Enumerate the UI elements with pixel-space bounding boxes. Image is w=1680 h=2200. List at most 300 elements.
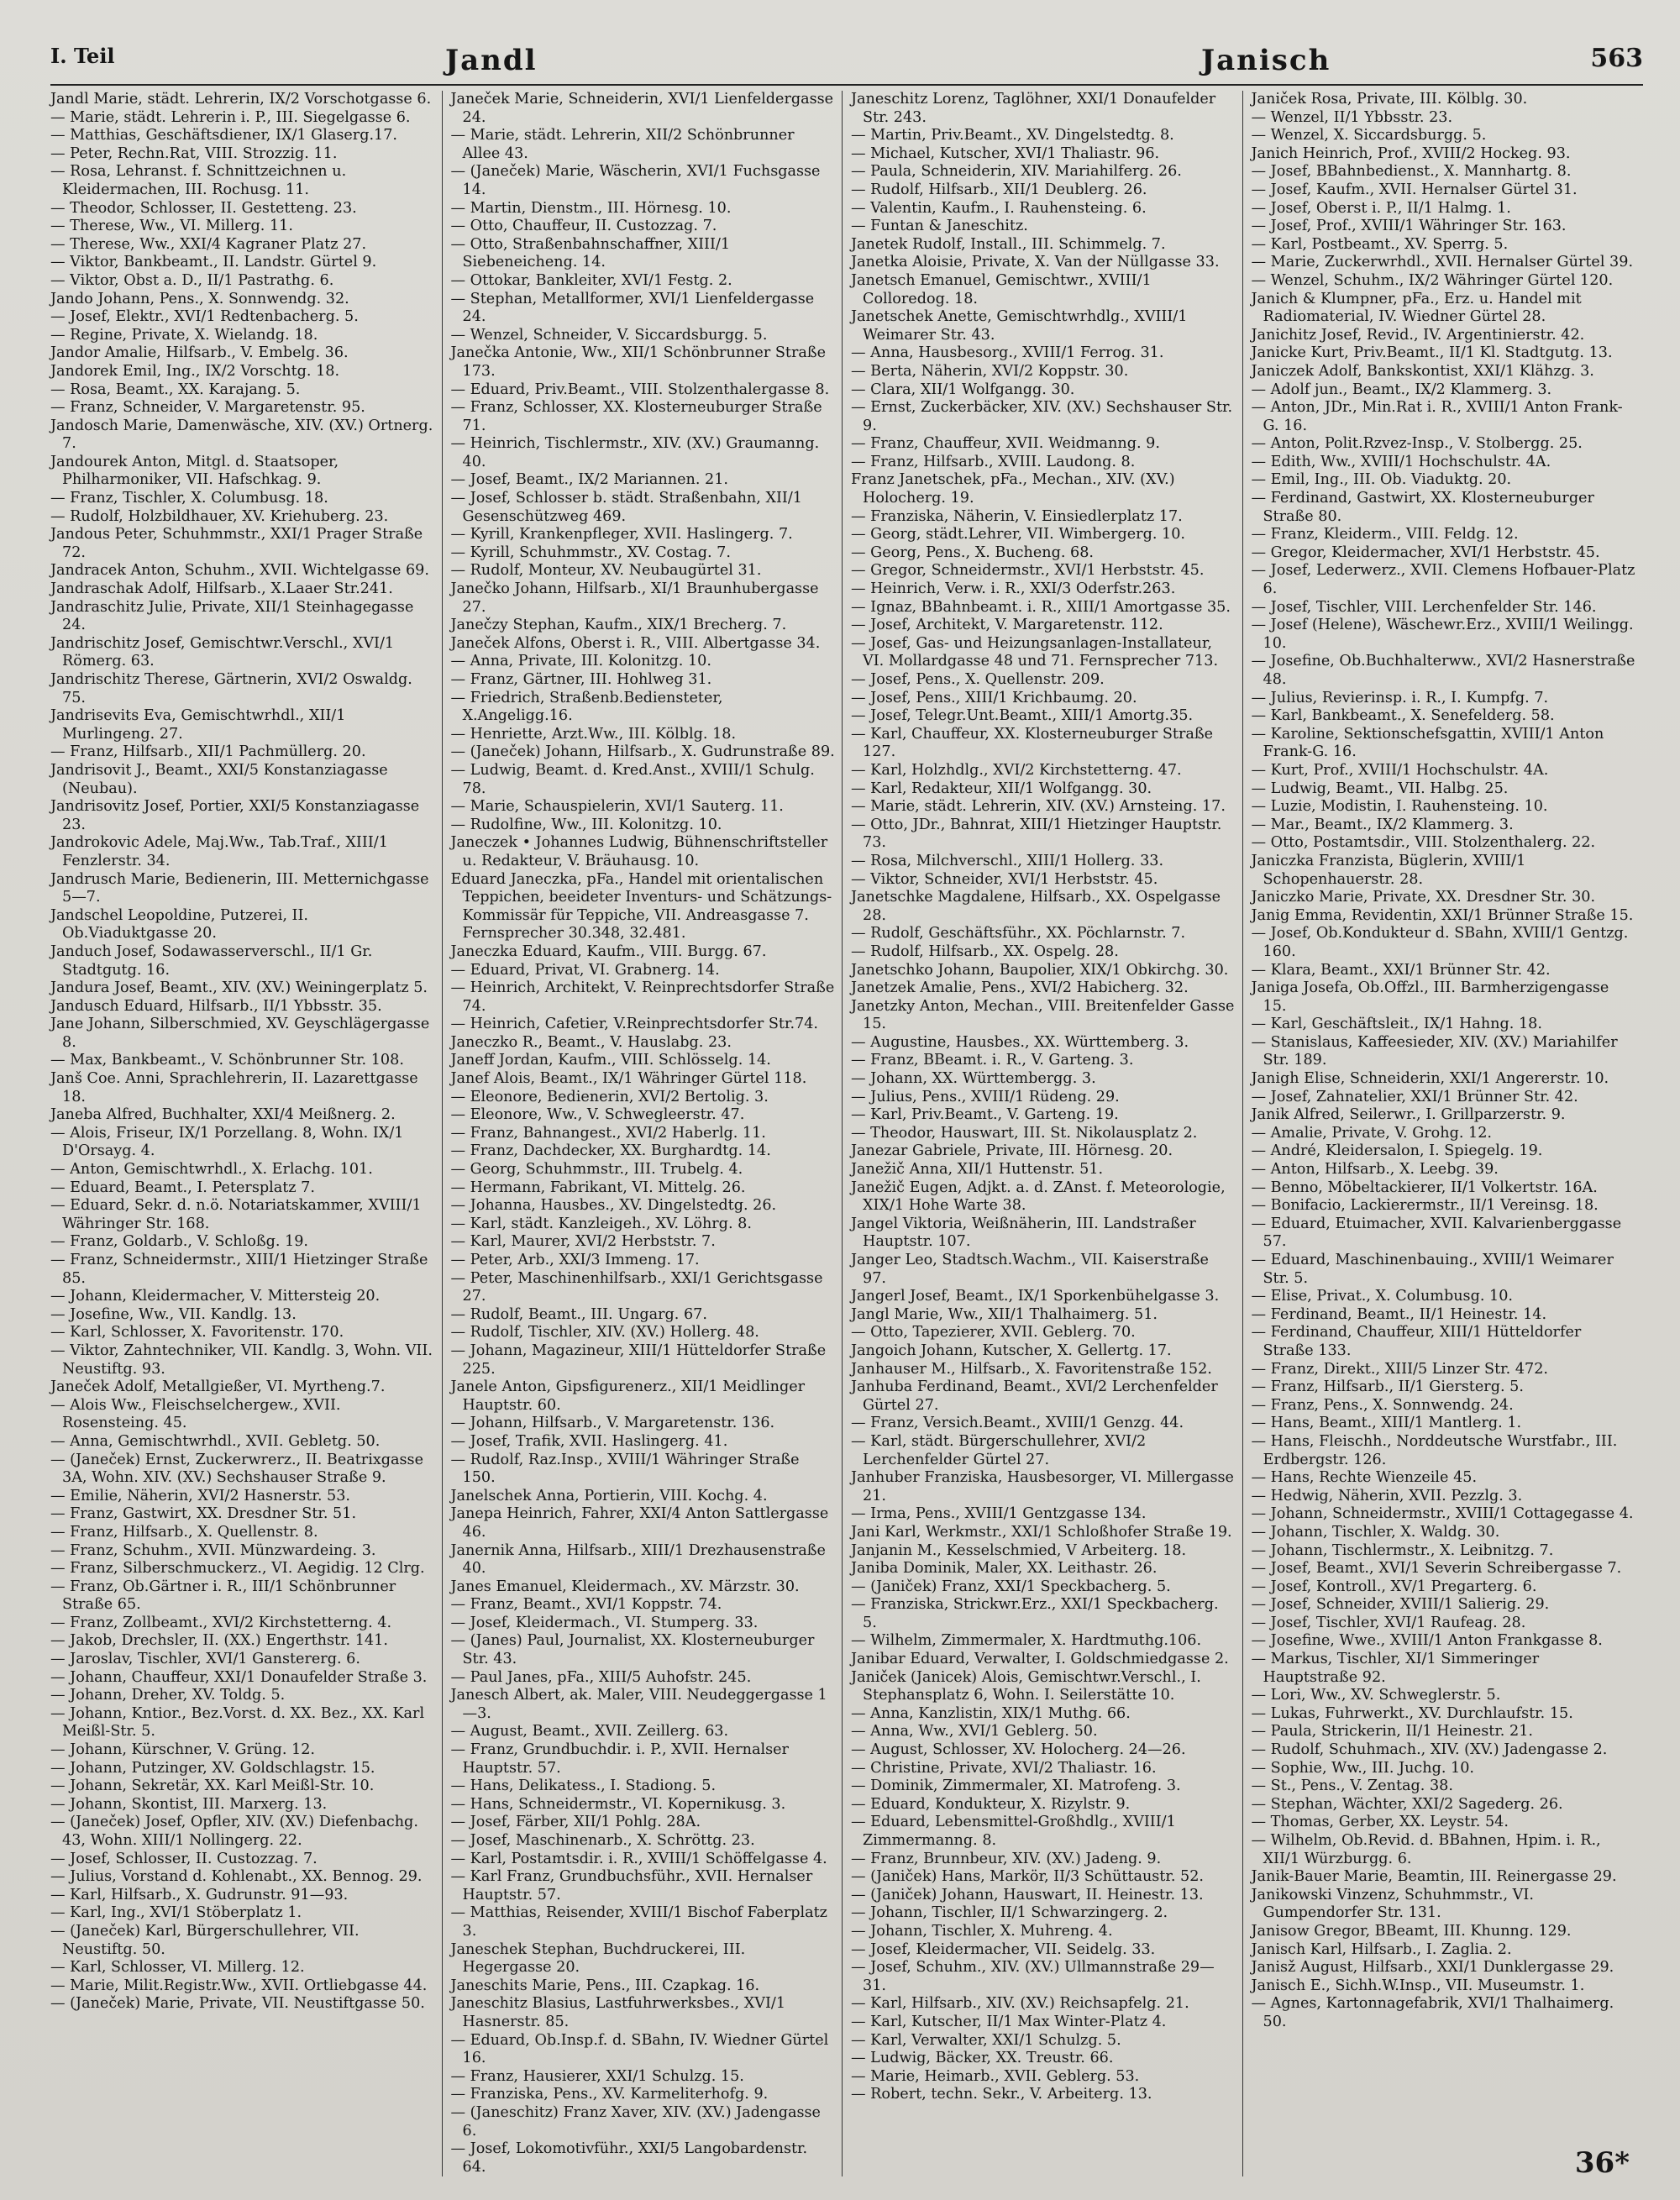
directory-entry: — Franz, Tischler, X. Columbusg. 18. [50, 490, 328, 507]
directory-entry: Janežič Anna, XII/1 Huttenstr. 51. [851, 1161, 1104, 1179]
directory-entry: — Franz, Bahnangest., XVI/2 Haberlg. 11. [450, 1124, 766, 1142]
directory-entry: — Franz, Ob.Gärtner i. R., III/1 Schönbrunner Straße 65. [50, 1578, 396, 1614]
directory-entry: — Hans, Fleischh., Norddeutsche Wurstfabr., III. Erdbergstr. 126. [1251, 1432, 1618, 1468]
directory-entry: — Franz, Schneidermstr., XIII/1 Hietzinger Straße 85. [50, 1252, 428, 1287]
directory-entry: Janežič Eugen, Adjkt. a. d. ZAnst. f. Meteorologie, XIX/1 Hohe Warte 38. [851, 1179, 1226, 1215]
directory-entry: Janigh Elise, Schneiderin, XXI/1 Angererstr. 10. [1251, 1070, 1609, 1088]
directory-entry: Janetek Rudolf, Install., III. Schimmelg. 7. [851, 235, 1166, 253]
directory-entry: — Anna, Ww., XVI/1 Geblerg. 50. [851, 1723, 1098, 1741]
directory-entry: — Anna, Gemischtwrhdl., XVII. Gebletg. 50. [50, 1432, 381, 1450]
directory-entry: — Karl, Hilfsarb., X. Gudrunstr. 91—93. [50, 1886, 349, 1903]
directory-entry: Jani Karl, Werkmstr., XXI/1 Schloßhofer Straße 19. [851, 1523, 1232, 1541]
directory-entry: — Karl, Priv.Beamt., V. Garteng. 19. [851, 1106, 1119, 1124]
directory-entry: — Viktor, Bankbeamt., II. Landstr. Gürtel 9. [50, 254, 377, 271]
directory-entry: Janetschek Anette, Gemischtwrhdlg., XVIII/1 Weimarer Str. 43. [851, 308, 1188, 344]
directory-entry: — André, Kleidersalon, I. Spiegelg. 19. [1251, 1142, 1543, 1160]
directory-entry: — Josef, Tischler, VIII. Lerchenfelder Str. 146. [1251, 598, 1597, 616]
directory-entry: — Johann, Kleidermacher, V. Mittersteig 20. [50, 1288, 381, 1305]
directory-entry: — Rudolfine, Ww., III. Kolonitzg. 10. [450, 816, 722, 833]
directory-entry: — Karl, Bankbeamt., X. Senefelderg. 58. [1251, 707, 1555, 725]
directory-entry: — Rosa, Milchverschl., XIII/1 Hollerg. 33. [851, 852, 1164, 869]
directory-entry: Jane Johann, Silberschmied, XV. Geyschlägergasse 8. [50, 1016, 430, 1051]
column-2 [451, 91, 843, 2176]
directory-entry: — Amalie, Private, V. Grohg. 12. [1251, 1124, 1493, 1142]
directory-entry: — Therese, Ww., XXI/4 Kagraner Platz 27. [50, 235, 367, 253]
directory-entry: — Franz, BBeamt. i. R., V. Garteng. 3. [851, 1052, 1134, 1069]
directory-entry: Janečka Antonie, Ww., XII/1 Schönbrunner Straße 173. [450, 344, 827, 380]
directory-entry: — Clara, XII/1 Wolfgangg. 30. [851, 381, 1075, 398]
directory-entry: — Sophie, Ww., III. Juchg. 10. [1251, 1759, 1475, 1777]
directory-entry: — Karl, Schlosser, VI. Millerg. 12. [50, 1959, 305, 1977]
directory-entry: — Markus, Tischler, XI/1 Simmeringer Hauptstraße 92. [1251, 1651, 1540, 1686]
directory-entry: — (Janeček) Ernst, Zuckerwrerz., II. Beatrixgasse 3A, Wohn. XIV. (XV.) Sechshauser Straße 9. [50, 1451, 423, 1487]
directory-entry: Janiga Josefa, Ob.Offzl., III. Barmherzigengasse 15. [1251, 979, 1609, 1015]
directory-entry: — Johann, XX. Württembergg. 3. [851, 1070, 1096, 1088]
directory-entry: — Anna, Private, III. Kolonitzg. 10. [450, 653, 711, 670]
directory-entry: Janich Heinrich, Prof., XVIII/2 Hockeg. 93. [1251, 144, 1571, 162]
directory-entry: — Franz, Beamt., XVI/1 Koppstr. 74. [450, 1596, 722, 1614]
directory-entry: — Ferdinand, Chauffeur, XIII/1 Hütteldorfer Straße 133. [1251, 1324, 1582, 1359]
directory-entry: — Josefine, Ww., VII. Kandlg. 13. [50, 1305, 297, 1323]
directory-entry: Jandous Peter, Schuhmmstr., XXI/1 Prager Straße 72. [50, 526, 423, 561]
directory-entry: — Karl, Chauffeur, XX. Klosterneuburger Straße 127. [851, 725, 1214, 761]
directory-entry: — Eduard, Priv.Beamt., VIII. Stolzenthalergasse 8. [450, 381, 830, 398]
directory-entry: — Viktor, Schneider, XVI/1 Herbststr. 45. [851, 870, 1158, 888]
directory-entry: — (Janeček) Karl, Bürgerschullehrer, VII. Neustiftg. 50. [50, 1922, 360, 1958]
directory-entry: — Johann, Magazineur, XIII/1 Hütteldorfer Straße 225. [450, 1342, 827, 1378]
directory-entry: Franz Janetschek, pFa., Mechan., XIV. (XV.) Holocherg. 19. [851, 471, 1175, 507]
directory-entry: Janichitz Josef, Revid., IV. Argentinierstr. 42. [1251, 326, 1585, 344]
directory-entry: — Wenzel, X. Siccardsburgg. 5. [1251, 127, 1487, 144]
directory-entry: — Rosa, Lehranst. f. Schnittzeichnen u. Kleidermachen, III. Rochusg. 11. [50, 163, 347, 198]
directory-entry: — Viktor, Zahntechniker, VII. Kandlg. 3, Wohn. VII. Neustiftg. 93. [50, 1342, 433, 1378]
directory-entry: — Johanna, Hausbes., XV. Dingelstedtg. 26. [450, 1197, 777, 1215]
directory-entry: Janes Emanuel, Kleidermach., XV. Märzstr. 30. [450, 1578, 800, 1595]
directory-entry: — Max, Bankbeamt., V. Schönbrunner Str. 108. [50, 1052, 404, 1069]
directory-entry: Janiczka Franzista, Büglerin, XVIII/1 Schopenhauerstr. 28. [1251, 852, 1526, 888]
directory-entry: — Henriette, Arzt.Ww., III. Kölblg. 18. [450, 725, 737, 743]
directory-entry: — Franziska, Näherin, V. Einsiedlerplatz 17. [851, 507, 1183, 525]
directory-entry: — Elise, Privat., X. Columbusg. 10. [1251, 1288, 1514, 1305]
directory-entry: — Adolf jun., Beamt., IX/2 Klammerg. 3. [1251, 381, 1552, 398]
directory-entry: — Eleonore, Ww., V. Schwegleerstr. 47. [450, 1106, 745, 1124]
directory-entry: Janef Alois, Beamt., IX/1 Währinger Gürtel 118. [450, 1070, 807, 1088]
directory-entry: Janeček Alfons, Oberst i. R., VIII. Albertgasse 34. [450, 634, 821, 652]
directory-entry: — Rudolf, Monteur, XV. Neubaugürtel 31. [450, 562, 762, 580]
directory-entry: Janeczek • Johannes Ludwig, Bühnenschriftsteller u. Redakteur, V. Bräuhausg. 10. [450, 834, 828, 869]
directory-entry: — Jaroslav, Tischler, XVI/1 Ganstererg. 6. [50, 1651, 360, 1668]
directory-entry: — Johann, Sekretär, XX. Karl Meißl-Str. 10. [50, 1777, 375, 1795]
directory-entry: Janisž August, Hilfsarb., XXI/1 Dunklergasse 29. [1251, 1959, 1614, 1977]
directory-entry: — Karl, städt. Kanzleigeh., XV. Löhrg. 8. [450, 1215, 752, 1232]
directory-entry: — Josef, BBahnbedienst., X. Mannhartg. 8. [1251, 163, 1572, 181]
directory-entry: — Josef, Schneider, XVIII/1 Salierig. 29. [1251, 1596, 1550, 1614]
directory-entry: — Ludwig, Beamt., VII. Halbg. 25. [1251, 780, 1509, 797]
directory-entry: — Matthias, Geschäftsdiener, IX/1 Glaserg.17. [50, 127, 398, 144]
directory-entry: Janiba Dominik, Maler, XX. Leithastr. 26. [851, 1560, 1158, 1578]
directory-entry: — Franz, Hilfsarb., X. Quellenstr. 8. [50, 1523, 318, 1541]
directory-entry: Janjanin M., Kesselschmied, V Arbeiterg. 18. [851, 1541, 1187, 1559]
directory-entry: — Josef, Maschinenarb., X. Schröttg. 23. [450, 1832, 755, 1849]
sheet-mark: 36* [1574, 2146, 1630, 2180]
directory-entry: — Karl, Hilfsarb., XIV. (XV.) Reichsapfelg. 21. [851, 1995, 1189, 2013]
directory-entry: Jangoich Johann, Kutscher, X. Gellertg. 17. [851, 1342, 1172, 1359]
directory-entry: Janich & Klumpner, pFa., Erz. u. Handel mit Radiomaterial, IV. Wiedner Gürtel 28. [1251, 290, 1582, 326]
directory-entry: — Irma, Pens., XVIII/1 Gentzgasse 134. [851, 1505, 1147, 1523]
directory-entry: Jandrisovit J., Beamt., XXI/5 Konstanziagasse (Neubau). [50, 761, 388, 797]
directory-entry: — Therese, Ww., VI. Millerg. 11. [50, 218, 293, 235]
directory-entry: — Julius, Pens., XVIII/1 Rüdeng. 29. [851, 1088, 1120, 1105]
directory-entry: — Rudolf, Hilfsarb., XII/1 Deublerg. 26. [851, 181, 1147, 198]
directory-entry: Janikowski Vinzenz, Schuhmmstr., VI. Gumpendorfer Str. 131. [1251, 1886, 1534, 1922]
directory-entry: — Karl, städt. Bürgerschullehrer, XVI/2 Lerchenfelder Gürtel 27. [851, 1432, 1147, 1468]
directory-entry: — Robert, techn. Sekr., V. Arbeiterg. 13. [851, 2086, 1152, 2103]
directory-entry: — Heinrich, Architekt, V. Reinprechtsdorfer Straße 74. [450, 979, 835, 1015]
directory-entry: Janeček Adolf, Metallgießer, VI. Myrtheng.7. [50, 1378, 386, 1396]
directory-entry: — Josef, Kleidermacher, VII. Seidelg. 33. [851, 1940, 1156, 1958]
directory-entry: Janelschek Anna, Portierin, VIII. Kochg. 4. [450, 1487, 768, 1504]
directory-entry: — Josef, Kontroll., XV/1 Pregarterg. 6. [1251, 1578, 1537, 1595]
directory-entry: — Ottokar, Bankleiter, XVI/1 Festg. 2. [450, 271, 732, 289]
directory-entry: Janš Coe. Anni, Sprachlehrerin, II. Lazarettgasse 18. [50, 1070, 418, 1105]
directory-entry: — Anton, Gemischtwrhdl., X. Erlachg. 101. [50, 1161, 373, 1179]
right-keyword: Janisch [1201, 44, 1331, 77]
directory-entry: Janik Alfred, Seilerwr., I. Grillparzerstr. 9. [1251, 1106, 1566, 1124]
directory-entry: Jandrischitz Therese, Gärtnerin, XVI/2 Oswaldg. 75. [50, 671, 412, 706]
directory-entry: — Stephan, Metallformer, XVI/1 Lienfeldergasse 24. [450, 290, 815, 326]
directory-entry: — Klara, Beamt., XXI/1 Brünner Str. 42. [1251, 961, 1551, 979]
directory-entry: — Josef, Färber, XII/1 Pohlg. 28A. [450, 1814, 701, 1831]
directory-entry: — Josef, Schlosser b. städt. Straßenbahn, XII/1 Gesenschützweg 469. [450, 490, 802, 525]
directory-entry: — Franz, Pens., X. Sonnwendg. 24. [1251, 1396, 1514, 1414]
directory-entry: — Karoline, Sektionschefsgattin, XVIII/1 Anton Frank-G. 16. [1251, 725, 1604, 761]
directory-entry: — Paula, Strickerin, II/1 Heinestr. 21. [1251, 1723, 1533, 1741]
directory-entry: — Franz, Brunnbeur, XIV. (XV.) Jadeng. 9. [851, 1850, 1162, 1867]
directory-entry: Jangel Viktoria, Weißnäherin, III. Landstraßer Hauptstr. 107. [851, 1215, 1196, 1251]
directory-entry: — Wilhelm, Ob.Revid. d. BBahnen, Hpim. i. R., XII/1 Würzburgg. 6. [1251, 1832, 1601, 1867]
directory-entry: — Hans, Rechte Wienzeile 45. [1251, 1469, 1478, 1487]
page-number: 563 [1590, 44, 1643, 73]
directory-entry: — Kyrill, Schuhmmstr., XV. Costag. 7. [450, 543, 731, 561]
directory-entry: — Karl, Postbeamt., XV. Sperrg. 5. [1251, 235, 1509, 253]
directory-entry: Janepa Heinrich, Fahrer, XXI/4 Anton Sattlergasse 46. [450, 1505, 829, 1541]
directory-entry: Janiček Rosa, Private, III. Kölblg. 30. [1251, 91, 1528, 108]
directory-entry: — Otto, Tapezierer, XVII. Geblerg. 70. [851, 1324, 1136, 1342]
directory-entry: — Josef, Oberst i. P., II/1 Halmg. 1. [1251, 199, 1511, 217]
directory-entry: — Wenzel, II/1 Ybbsstr. 23. [1251, 108, 1453, 126]
directory-entry: — Bonifacio, Lackierermstr., II/1 Vereinsg. 18. [1251, 1197, 1599, 1215]
directory-entry: — Johann, Chauffeur, XXI/1 Donaufelder Straße 3. [50, 1668, 428, 1686]
directory-entry: — Lukas, Fuhrwerkt., XV. Durchlaufstr. 15. [1251, 1704, 1573, 1722]
directory-entry: — Franziska, Strickwr.Erz., XXI/1 Speckbacherg. 5. [851, 1596, 1219, 1631]
directory-entry: — Johann, Putzinger, XV. Goldschlagstr. 15. [50, 1759, 375, 1777]
directory-entry: — Karl, Maurer, XVI/2 Herbststr. 7. [450, 1233, 716, 1251]
directory-entry: — (Janiček) Hans, Markör, II/3 Schüttaustr. 52. [851, 1868, 1205, 1886]
directory-entry: — Peter, Rechn.Rat, VIII. Strozzig. 11. [50, 144, 338, 162]
directory-columns [50, 91, 1643, 2176]
directory-entry: Janetschke Magdalene, Hilfsarb., XX. Ospelgasse 28. [851, 889, 1221, 924]
directory-entry: — Paul Janes, pFa., XIII/5 Auhofstr. 245. [450, 1668, 752, 1686]
directory-entry: — Josef, Tischler, XVI/1 Raufeag. 28. [1251, 1614, 1526, 1631]
directory-entry: — Gregor, Kleidermacher, XVI/1 Herbststr. 45. [1251, 543, 1600, 561]
directory-entry: — Rosa, Beamt., XX. Karajang. 5. [50, 381, 301, 398]
directory-entry: — Ludwig, Bäcker, XX. Treustr. 66. [851, 2050, 1114, 2067]
directory-entry: Janetsch Emanuel, Gemischtwr., XVIII/1 Colloredog. 18. [851, 271, 1152, 307]
directory-entry: Janicke Kurt, Priv.Beamt., II/1 Kl. Stadtgutg. 13. [1251, 344, 1613, 362]
directory-entry: — Marie, Heimarb., XVII. Geblerg. 53. [851, 2067, 1140, 2085]
directory-entry: — Josefine, Ob.Buchhalterww., XVI/2 Hasnerstraße 48. [1251, 653, 1635, 688]
directory-entry: — Josef, Lederwerz., XVII. Clemens Hofbauer-Platz 6. [1251, 562, 1635, 598]
directory-entry: — Franz, Direkt., XIII/5 Linzer Str. 472. [1251, 1360, 1549, 1378]
directory-entry: — Ferdinand, Gastwirt, XX. Klosterneuburger Straße 80. [1251, 490, 1594, 525]
directory-entry: — Franz, Zollbeamt., XVI/2 Kirchstetterng. 4. [50, 1614, 392, 1631]
directory-entry: Janiček (Janicek) Alois, Gemischtwr.Verschl., I. Stephansplatz 6, Wohn. I. Seilerstätte 10. [851, 1668, 1201, 1704]
directory-entry: — Eduard, Kondukteur, X. Rizylstr. 9. [851, 1795, 1131, 1813]
directory-entry: — Josef, Ob.Kondukteur d. SBahn, XVIII/1 Gentzg. 160. [1251, 925, 1629, 960]
directory-entry: Janetka Aloisie, Private, X. Van der Nüllgasse 33. [851, 254, 1220, 271]
directory-entry: — Josef, Zahnatelier, XXI/1 Brünner Str. 42. [1251, 1088, 1578, 1105]
directory-entry: — Marie, Zuckerwrhdl., XVII. Hernalser Gürtel 39. [1251, 254, 1634, 271]
directory-entry: — Paula, Schneiderin, XIV. Mariahilferg. 26. [851, 163, 1182, 181]
directory-entry: — Rudolf, Holzbildhauer, XV. Kriehuberg. 23. [50, 507, 389, 525]
directory-entry: — Karl, Schlosser, X. Favoritenstr. 170. [50, 1324, 344, 1342]
directory-entry: — Georg, städt.Lehrer, VII. Wimbergerg. 10. [851, 526, 1185, 543]
directory-entry: — Anna, Kanzlistin, XIX/1 Muthg. 66. [851, 1704, 1131, 1722]
directory-entry: — Theodor, Hauswart, III. St. Nikolausplatz 2. [851, 1124, 1198, 1142]
directory-entry: — Franz, Gastwirt, XX. Dresdner Str. 51. [50, 1505, 357, 1523]
directory-entry: — Mar., Beamt., IX/2 Klammerg. 3. [1251, 816, 1514, 833]
directory-entry: — Rudolf, Geschäftsführ., XX. Pöchlarnstr. 7. [851, 925, 1186, 942]
directory-entry: — Martin, Dienstm., III. Hörnesg. 10. [450, 199, 732, 217]
directory-entry: — Eduard, Privat, VI. Grabnerg. 14. [450, 961, 720, 979]
directory-entry: — Franz, Grundbuchdir. i. P., XVII. Hernalser Hauptstr. 57. [450, 1741, 789, 1777]
directory-entry: — Lori, Ww., XV. Schweglerstr. 5. [1251, 1687, 1501, 1704]
directory-entry: — Johann, Tischler, X. Muhreng. 4. [851, 1922, 1113, 1940]
directory-entry: — Franz, Hilfsarb., II/1 Giersterg. 5. [1251, 1378, 1524, 1396]
directory-entry: — Franz, Hilfsarb., XVIII. Laudong. 8. [851, 453, 1136, 470]
directory-entry: — Franz, Schlosser, XX. Klosterneuburger Straße 71. [450, 399, 822, 434]
directory-entry: — Josef (Helene), Wäschewr.Erz., XVIII/1 Weilingg. 10. [1251, 617, 1634, 652]
directory-entry: — Franz, Goldarb., V. Schloßg. 19. [50, 1233, 309, 1251]
directory-entry: Janetzek Amalie, Pens., XVI/2 Habicherg. 32. [851, 979, 1189, 997]
directory-entry: — Julius, Revierinsp. i. R., I. Kumpfg. 7. [1251, 689, 1549, 706]
directory-entry: — Anton, Polit.Rzvez-Insp., V. Stolbergg. 25. [1251, 435, 1583, 453]
directory-entry: — August, Schlosser, XV. Holocherg. 24—26. [851, 1741, 1186, 1759]
directory-entry: Jandraschitz Julie, Private, XII/1 Steinhagegasse 24. [50, 598, 414, 634]
directory-entry: — Kurt, Prof., XVIII/1 Hochschulstr. 4A. [1251, 761, 1549, 779]
directory-entry: Jangerl Josef, Beamt., IX/1 Sporkenbühelgasse 3. [851, 1288, 1220, 1305]
directory-entry: — Ernst, Zuckerbäcker, XIV. (XV.) Sechshauser Str. 9. [851, 399, 1233, 434]
directory-entry: — Franz, Kleiderm., VIII. Feldg. 12. [1251, 526, 1519, 543]
directory-entry: — Josef, Beamt., IX/2 Mariannen. 21. [450, 471, 728, 489]
directory-entry: Jandrokovic Adele, Maj.Ww., Tab.Traf., XIII/1 Fenzlerstr. 34. [50, 834, 388, 869]
directory-entry: — Marie, städt. Lehrerin, XIV. (XV.) Arnsteing. 17. [851, 798, 1226, 816]
directory-entry: — Rudolf, Beamt., III. Ungarg. 67. [450, 1305, 707, 1323]
directory-entry: — Johann, Schneidermstr., XVIII/1 Cottagegasse 4. [1251, 1505, 1634, 1523]
directory-entry: — Eduard, Lebensmittel-Großhdlg., XVIII/1 Zimmermanng. 8. [851, 1814, 1176, 1849]
directory-entry: Janeschits Marie, Pens., III. Czapkag. 16. [450, 1977, 760, 1994]
directory-entry: — Heinrich, Tischlermstr., XIV. (XV.) Graumanng. 40. [450, 435, 820, 470]
directory-entry: — Rudolf, Raz.Insp., XVIII/1 Währinger Straße 150. [450, 1451, 800, 1487]
directory-entry: — Karl, Postamtsdir. i. R., XVIII/1 Schöffelgasse 4. [450, 1850, 827, 1867]
directory-entry: — Wenzel, Schuhm., IX/2 Währinger Gürtel 120. [1251, 271, 1614, 289]
directory-entry: — St., Pens., V. Zentag. 38. [1251, 1777, 1453, 1795]
directory-entry: — Berta, Näherin, XVI/2 Koppstr. 30. [851, 362, 1129, 380]
directory-entry: Jandracek Anton, Schuhm., XVII. Wichtelgasse 69. [50, 562, 429, 580]
directory-entry: Jandrisevits Eva, Gemischtwrhdl., XII/1 Murlingeng. 27. [50, 707, 346, 743]
directory-entry: — (Janes) Paul, Journalist, XX. Klosterneuburger Str. 43. [450, 1632, 815, 1668]
directory-entry: Jandrusch Marie, Bedienerin, III. Metternichgasse 5—7. [50, 870, 429, 906]
directory-entry: — Otto, Postamtsdir., VIII. Stolzenthalerg. 22. [1251, 834, 1596, 852]
directory-entry: — Alois Ww., Fleischselchergew., XVII. Rosensteing. 45. [50, 1396, 341, 1432]
directory-entry: Janetzky Anton, Mechan., VIII. Breitenfelder Gasse 15. [851, 997, 1235, 1033]
directory-entry: Janeschek Stephan, Buchdruckerei, III. Hegergasse 20. [450, 1940, 746, 1977]
directory-entry: — Wilhelm, Zimmermaler, X. Hardtmuthg.106. [851, 1632, 1202, 1650]
directory-entry: Janečko Johann, Hilfsarb., XI/1 Braunhubergasse 27. [450, 580, 819, 616]
directory-entry: — Peter, Maschinenhilfsarb., XXI/1 Gerichtsgasse 27. [450, 1269, 823, 1305]
directory-entry: — Josef, Schuhm., XIV. (XV.) Ullmannstraße 29—31. [851, 1959, 1215, 1994]
directory-entry: — Kyrill, Krankenpfleger, XVII. Haslingerg. 7. [450, 526, 793, 543]
directory-entry: — Hans, Delikatess., I. Stadiong. 5. [450, 1777, 717, 1795]
directory-entry: — Christine, Private, XVI/2 Thaliastr. 16. [851, 1759, 1157, 1777]
directory-entry: — Karl, Verwalter, XXI/1 Schulzg. 5. [851, 2031, 1121, 2049]
directory-entry: — Friedrich, Straßenb.Bediensteter, X.Angeligg.16. [450, 689, 723, 725]
directory-entry: — Hedwig, Näherin, XVII. Pezzlg. 3. [1251, 1487, 1523, 1504]
directory-entry: Jangl Marie, Ww., XII/1 Thalhaimerg. 51. [851, 1305, 1158, 1323]
directory-entry: Janeba Alfred, Buchhalter, XXI/4 Meißnerg. 2. [50, 1106, 396, 1124]
directory-entry: Janeschitz Lorenz, Taglöhner, XXI/1 Donaufelder Str. 243. [851, 91, 1216, 126]
directory-entry: — (Janiček) Johann, Hauswart, II. Heinestr. 13. [851, 1886, 1204, 1903]
directory-entry: — Josef, Architekt, V. Margaretenstr. 112. [851, 617, 1163, 634]
directory-entry: — Josef, Lokomotivführ., XXI/5 Langobardenstr. 64. [450, 2140, 808, 2176]
directory-entry: — Josef, Prof., XVIII/1 Währinger Str. 163. [1251, 218, 1567, 235]
directory-entry: — Johann, Dreher, XV. Toldg. 5. [50, 1687, 286, 1704]
directory-entry: — Karl Franz, Grundbuchsführ., XVII. Hernalser Hauptstr. 57. [450, 1868, 813, 1903]
directory-entry: Jandrisovitz Josef, Portier, XXI/5 Konstanziagasse 23. [50, 798, 420, 833]
directory-entry: — Jakob, Drechsler, II. (XX.) Engerthstr. 141. [50, 1632, 388, 1650]
column-3 [851, 91, 1243, 2176]
directory-entry: — Heinrich, Cafetier, V.Reinprechtsdorfer Str.74. [450, 1016, 819, 1033]
directory-entry: Janger Leo, Stadtsch.Wachm., VII. Kaiserstraße 97. [851, 1252, 1209, 1287]
directory-entry: Janetschko Johann, Baupolier, XIX/1 Obkirchg. 30. [851, 961, 1229, 979]
directory-entry: — Josef, Beamt., XVI/1 Severin Schreibergasse 7. [1251, 1560, 1622, 1578]
directory-entry: — Josef, Elektr., XVI/1 Redtenbacherg. 5. [50, 308, 359, 326]
directory-entry: — Alois, Friseur, IX/1 Porzellang. 8, Wohn. IX/1 D'Orsayg. 4. [50, 1124, 404, 1160]
directory-entry: — Agnes, Kartonnagefabrik, XVI/1 Thalhaimerg. 50. [1251, 1995, 1614, 2030]
directory-entry: Janezar Gabriele, Private, III. Hörnesg. 20. [851, 1142, 1173, 1160]
directory-entry: Janig Emma, Revidentin, XXI/1 Brünner Straße 15. [1251, 906, 1634, 924]
directory-entry: — Josef, Telegr.Unt.Beamt., XIII/1 Amortg.35. [851, 707, 1194, 725]
directory-entry: — Josefine, Wwe., XVIII/1 Anton Frankgasse 8. [1251, 1632, 1603, 1650]
column-4 [1252, 91, 1644, 2176]
directory-entry: Jandor Amalie, Hilfsarb., V. Embelg. 36. [50, 344, 349, 362]
directory-entry: — Luzie, Modistin, I. Rauhensteing. 10. [1251, 798, 1548, 816]
directory-entry: — Eduard, Sekr. d. n.ö. Notariatskammer, XVIII/1 Währinger Str. 168. [50, 1197, 422, 1232]
directory-entry: — Rudolf, Hilfsarb., XX. Ospelg. 28. [851, 942, 1119, 960]
directory-entry: — Martin, Priv.Beamt., XV. Dingelstedtg. 8. [851, 127, 1174, 144]
directory-entry: — Johann, Kürschner, V. Grüng. 12. [50, 1741, 315, 1759]
directory-entry: — Anton, JDr., Min.Rat i. R., XVIII/1 Anton Frank-G. 16. [1251, 399, 1623, 434]
directory-entry: — Ludwig, Beamt. d. Kred.Anst., XVIII/1 Schulg. 78. [450, 761, 815, 797]
directory-entry: — (Janeček) Marie, Private, VII. Neustiftgasse 50. [50, 1995, 425, 2013]
directory-entry: — Augustine, Hausbes., XX. Württemberg. 3. [851, 1033, 1189, 1051]
directory-entry: — (Janeček) Johann, Hilfsarb., X. Gudrunstraße 89. [450, 743, 835, 761]
directory-entry: — (Janeček) Josef, Opfler, XIV. (XV.) Diefenbachg. 43, Wohn. XIII/1 Nollingerg. 22. [50, 1814, 418, 1849]
directory-entry: Janik-Bauer Marie, Beamtin, III. Reinergasse 29. [1251, 1868, 1617, 1886]
column-1 [50, 91, 443, 2176]
directory-entry: — Hans, Beamt., XIII/1 Mantlerg. 1. [1251, 1415, 1522, 1432]
directory-entry: Janduch Josef, Sodawasserverschl., II/1 Gr. Stadtgutg. 16. [50, 942, 373, 979]
directory-entry: Janeček Marie, Schneiderin, XVI/1 Lienfeldergasse 24. [450, 91, 834, 126]
part-label: I. Teil [50, 44, 115, 68]
directory-entry: — (Janeschitz) Franz Xaver, XIV. (XV.) Jadengasse 6. [450, 2103, 821, 2140]
directory-entry: Jandraschak Adolf, Hilfsarb., X.Laaer Str.241. [50, 580, 393, 598]
directory-entry: — Georg, Schuhmmstr., III. Trubelg. 4. [450, 1161, 743, 1179]
directory-entry: Janhauser M., Hilfsarb., X. Favoritenstraße 152. [851, 1360, 1212, 1378]
directory-entry: — Ignaz, BBahnbeamt. i. R., XIII/1 Amortgasse 35. [851, 598, 1231, 616]
directory-entry: — Josef, Pens., XIII/1 Krichbaumg. 20. [851, 689, 1137, 706]
directory-entry: — Emilie, Näherin, XVI/2 Hasnerstr. 53. [50, 1487, 351, 1504]
directory-entry: — Franz, Hilfsarb., XII/1 Pachmüllerg. 20. [50, 743, 366, 761]
directory-entry: Janisow Gregor, BBeamt, III. Khunng. 129. [1251, 1922, 1572, 1940]
directory-entry: Janibar Eduard, Verwalter, I. Goldschmiedgasse 2. [851, 1651, 1229, 1668]
directory-entry: — Anna, Hausbesorg., XVIII/1 Ferrog. 31. [851, 344, 1164, 362]
directory-entry: — Josef, Trafik, XVII. Haslingerg. 41. [450, 1432, 728, 1450]
directory-entry: — Thomas, Gerber, XX. Leystr. 54. [1251, 1814, 1509, 1831]
directory-entry: — Otto, Straßenbahnschaffner, XIII/1 Siebeneicheng. 14. [450, 235, 731, 271]
directory-entry: Janernik Anna, Hilfsarb., XIII/1 Drezhausenstraße 40. [450, 1541, 826, 1578]
directory-entry: — Marie, Schauspielerin, XVI/1 Sauterg. 11. [450, 798, 784, 816]
directory-entry: Janiczko Marie, Private, XX. Dresdner Str. 30. [1251, 889, 1596, 906]
directory-entry: — Hans, Schneidermstr., VI. Kopernikusg. 3. [450, 1795, 786, 1813]
directory-entry: — Eleonore, Bedienerin, XVI/2 Bertolig. 3. [450, 1088, 769, 1105]
directory-entry: — Josef, Schlosser, II. Custozzag. 7. [50, 1850, 318, 1867]
directory-entry: — Anton, Hilfsarb., X. Leebg. 39. [1251, 1161, 1499, 1179]
directory-entry: Janesch Albert, ak. Maler, VIII. Neudeggergasse 1—3. [450, 1687, 827, 1722]
directory-entry: — Ferdinand, Beamt., II/1 Heinestr. 14. [1251, 1305, 1547, 1323]
directory-entry: — Franz, Dachdecker, XX. Burghardtg. 14. [450, 1142, 771, 1160]
directory-entry: — Johann, Hilfsarb., V. Margaretenstr. 136. [450, 1415, 775, 1432]
directory-entry: — Johann, Tischler, X. Waldg. 30. [1251, 1523, 1500, 1541]
directory-entry: Janhuber Franziska, Hausbesorger, VI. Millergasse 21. [851, 1469, 1234, 1504]
directory-entry: — Edith, Ww., XVIII/1 Hochschulstr. 4A. [1251, 453, 1551, 470]
directory-entry: Janele Anton, Gipsfigurenerz., XII/1 Meidlinger Hauptstr. 60. [450, 1378, 806, 1414]
directory-entry: — Emil, Ing., III. Ob. Viaduktg. 20. [1251, 471, 1512, 489]
directory-entry: Jandl Marie, städt. Lehrerin, IX/2 Vorschotgasse 6. [50, 91, 432, 108]
directory-entry: — Rudolf, Tischler, XIV. (XV.) Hollerg. 48. [450, 1324, 759, 1342]
directory-entry: — Stephan, Wächter, XXI/2 Sagederg. 26. [1251, 1795, 1563, 1813]
directory-entry: — Theodor, Schlosser, II. Gestetteng. 23. [50, 199, 357, 217]
directory-entry: — Peter, Arb., XXI/3 Immeng. 17. [450, 1252, 700, 1268]
directory-entry: — Otto, JDr., Bahnrat, XIII/1 Hietzinger Hauptstr. 73. [851, 816, 1222, 852]
directory-entry: Jandura Josef, Beamt., XIV. (XV.) Weiningerplatz 5. [50, 979, 428, 997]
directory-entry: — Hermann, Fabrikant, VI. Mittelg. 26. [450, 1179, 746, 1196]
directory-entry: — Georg, Pens., X. Bucheng. 68. [851, 543, 1095, 561]
directory-entry: Eduard Janeczka, pFa., Handel mit orientalischen Teppichen, beeideter Inventurs- und Schätzungs-Kommissär für Teppiche, VII. Andreasgasse 7. Fernsprecher 30.348, 32.481. [450, 870, 832, 942]
left-keyword: Jandl [445, 44, 538, 77]
directory-entry: — August, Beamt., XVII. Zeillerg. 63. [450, 1723, 729, 1741]
directory-entry: Jandourek Anton, Mitgl. d. Staatsoper, Philharmoniker, VII. Hafschkag. 9. [50, 453, 339, 489]
directory-entry: — Eduard, Beamt., I. Petersplatz 7. [50, 1179, 315, 1196]
directory-entry: — Dominik, Zimmermaler, XI. Matrofeng. 3. [851, 1777, 1181, 1795]
directory-entry: — Gregor, Schneidermstr., XVI/1 Herbststr. 45. [851, 562, 1205, 580]
directory-entry: — Karl, Geschäftsleit., IX/1 Hahng. 18. [1251, 1016, 1542, 1033]
directory-entry: — Funtan & Janeschitz. [851, 218, 1028, 235]
directory-entry: — Josef, Gas- und Heizungsanlagen-Installateur, VI. Mollardgasse 48 und 71. Fernsprecher 713. [851, 634, 1219, 670]
directory-entry: — Benno, Möbeltackierer, II/1 Volkertstr. 16A. [1251, 1179, 1598, 1196]
directory-entry: — Franz, Hausierer, XXI/1 Schulzg. 15. [450, 2067, 744, 2085]
directory-entry: Jandorek Emil, Ing., IX/2 Vorschtg. 18. [50, 362, 340, 380]
